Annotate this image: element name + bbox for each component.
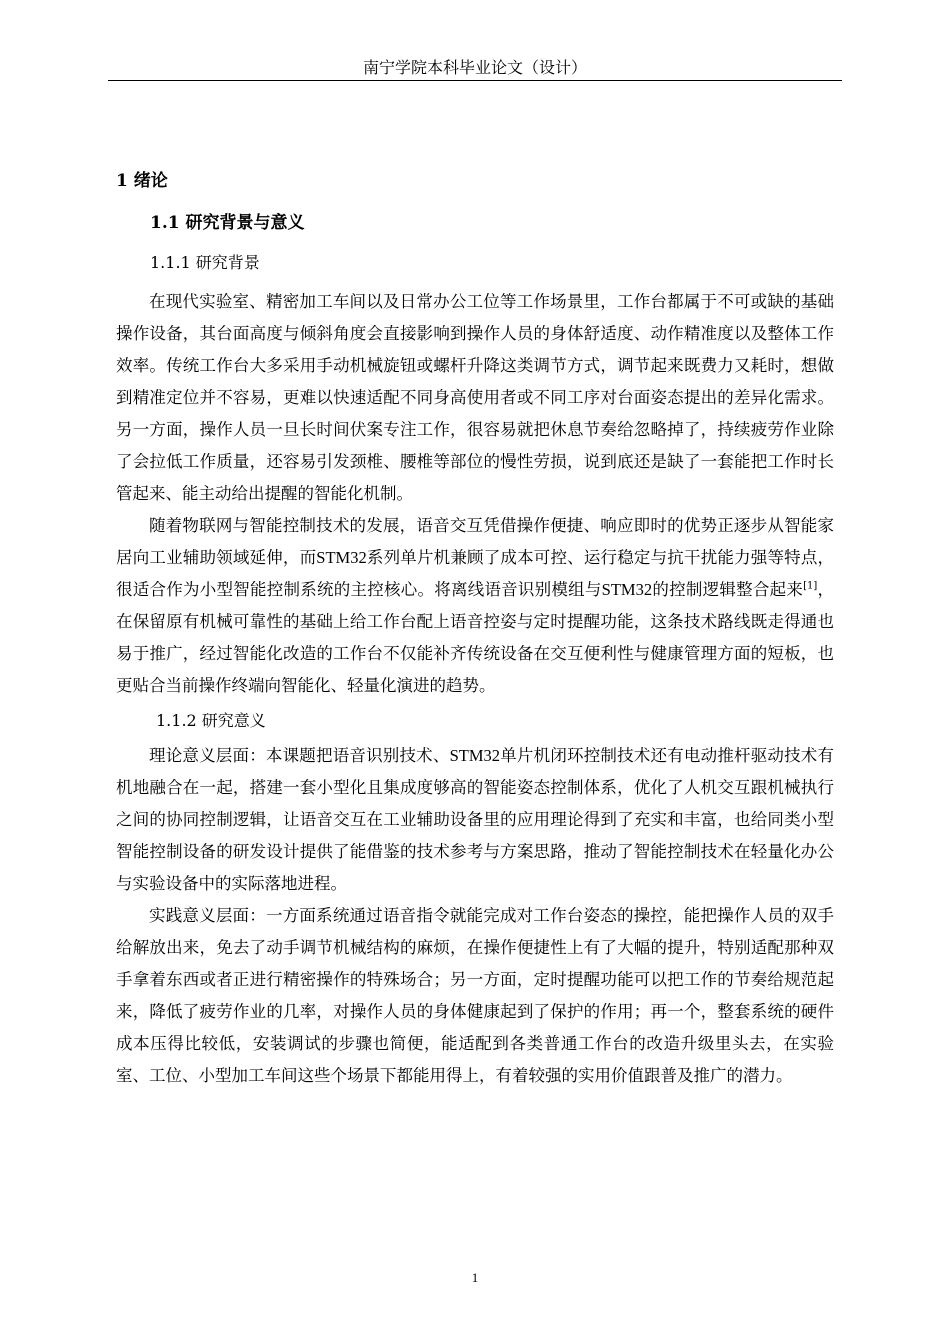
page-number: 1	[471, 1270, 479, 1285]
term-stm32: STM32	[316, 548, 367, 567]
citation-reference: [1]	[803, 580, 818, 592]
chapter-heading: 1 绪论	[116, 171, 168, 191]
term-stm32: STM32	[449, 746, 501, 765]
page-header-title: 南宁学院本科毕业论文（设计）	[362, 58, 587, 77]
background-paragraph-1: 在现代实验室、精密加工车间以及日常办公工位等工作场景里，工作台都属于不可或缺的基础操作设备，其台面高度与倾斜角度会直接影响到操作人员的身体舒适度、动作精准度以及整体工作效率。传统工作台大多采用手动机械旋钮或螺杆升降这类调节方式，调节起来既费力又耗时，想做到精准定位并不容易，更难以快速适配不同身高使用者或不同工序对台面姿态提出的差异化需求。另一方面，操作人员一旦长时间伏案专注工作，很容易就把休息节奏给忽略掉了，持续疲劳作业除了会拉低工作质量，还容易引发颈椎、腰椎等部位的慢性劳损，说到底还是缺了一套能把工作时长管起来、能主动给出提醒的智能化机制。	[116, 292, 834, 503]
page-header	[108, 58, 842, 81]
background-paragraph-2	[116, 510, 834, 702]
subsection-heading-background: 1.1.1 研究背景	[150, 253, 260, 272]
text-run: 单片机闭环控制技术还有电动推杆驱动技术有机地融合在一起，搭建一套小型化且集成度够高的智能姿态控制体系，优化了人机交互跟机械执行之间的协同控制逻辑，让语音交互在工业辅助设备里的应用理论得到了充实和丰富，也给同类小型智能控制设备的研发设计提供了能借鉴的技术参考与方案思路，推动了智能控制技术在轻量化办公与实验设备中的实际落地进程。	[116, 746, 835, 893]
text-run: ，在保留原有机械可靠性的基础上给工作台配上语音控姿与定时提醒功能，这条技术路线既走得通也易于推广，经过智能化改造的工作台不仅能补齐传统设备在交互便利性与健康管理方面的短板，也更贴合当前操作终端向智能化、轻量化演进的趋势。	[116, 580, 835, 695]
text-run: 理论意义层面：本课题把语音识别技术、	[149, 746, 450, 765]
subsection-heading-significance: 1.1.2 研究意义	[156, 711, 266, 730]
significance-paragraph-2: 实践意义层面：一方面系统通过语音指令就能完成对工作台姿态的操控，能把操作人员的双手给解放出来，免去了动手调节机械结构的麻烦，在操作便捷性上有了大幅的提升，特别适配那种双手拿着东西或者正进行精密操作的特殊场合；另一方面，定时提醒功能可以把工作的节奏给规范起来，降低了疲劳作业的几率，对操作人员的身体健康起到了保护的作用；再一个，整套系统的硬件成本压得比较低，安装调试的步骤也简便，能适配到各类普通工作台的改造升级里头去，在实验室、工位、小型加工车间这些个场景下都能用得上，有着较强的实用价值跟普及推广的潜力。	[116, 906, 834, 1085]
text-run: 的控制逻辑整合起来	[652, 580, 804, 599]
significance-paragraph-1	[116, 740, 834, 900]
term-stm32: STM32	[601, 580, 653, 599]
text-run: 随着物联网与智能控制技术的发展，语音交互凭借操作便捷、响应即时的优势正逐步从智能家居向工业辅助领域延伸，而	[116, 516, 834, 567]
document-body	[116, 168, 834, 1092]
text-run: 系列单片机兼顾了成本可控、运行稳定与抗干扰能力强等特点，很适合作为小型智能控制系统的主控核心。将离线语音识别模组与	[116, 548, 835, 599]
section-heading: 1.1 研究背景与意义	[150, 213, 305, 233]
